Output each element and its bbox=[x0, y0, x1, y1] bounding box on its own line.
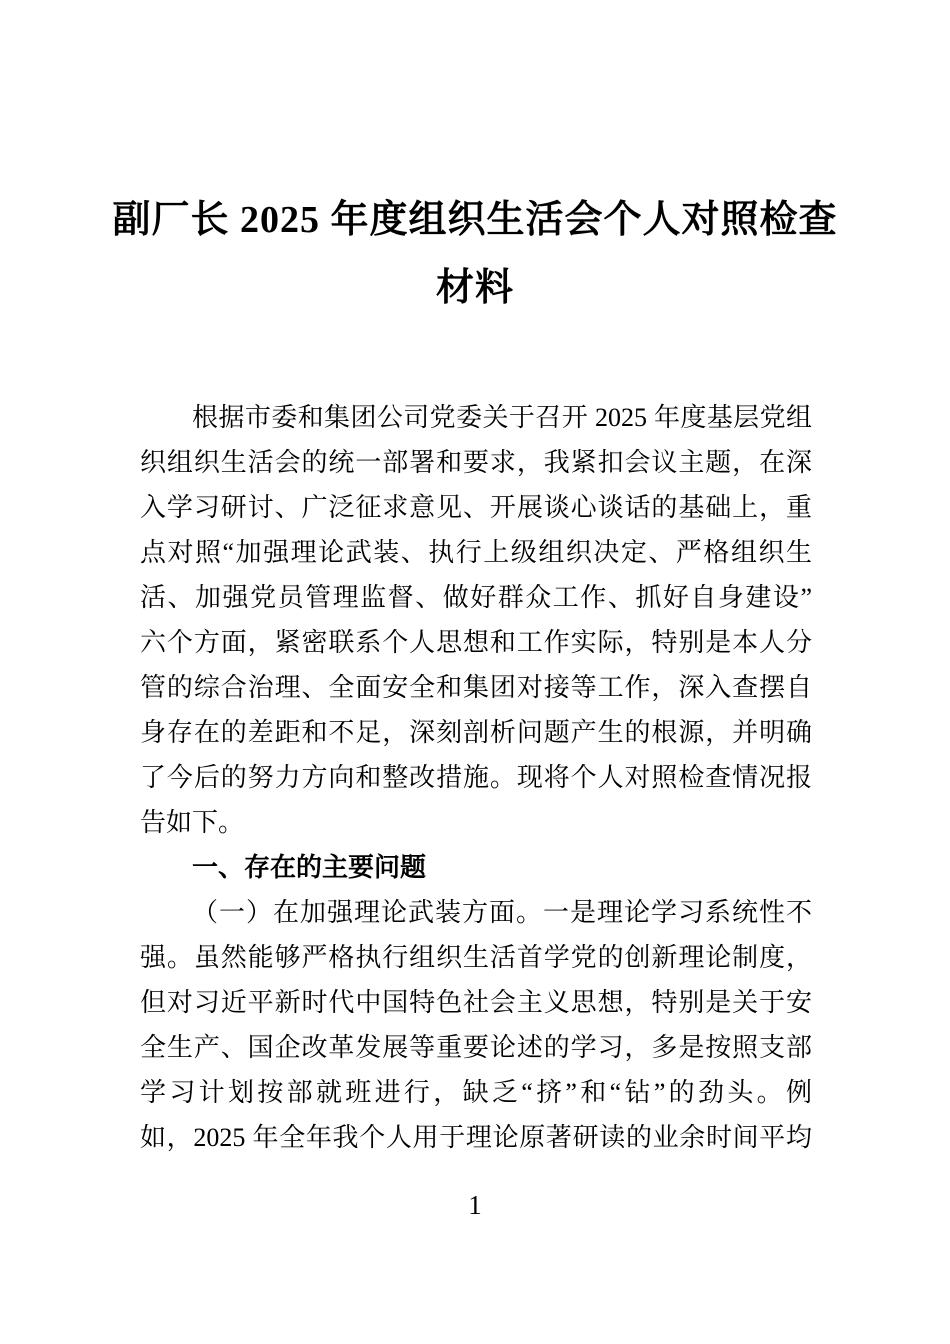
text-line bbox=[140, 1025, 812, 1070]
text-segment: 学习计划按部就班进行，缺乏“挤”和“钻”的劲头。例 bbox=[140, 1078, 812, 1107]
text-line bbox=[140, 620, 812, 665]
text-segment: 强。虽然能够严格执行组织生活首学党的创新理论制度， bbox=[140, 943, 812, 972]
text-line bbox=[140, 935, 812, 980]
text-segment: 管的综合治理、全面安全和集团对接等工作，深入查摆自 bbox=[140, 673, 812, 702]
document-title-line-2: 材料 bbox=[435, 267, 514, 309]
text-line bbox=[140, 800, 812, 845]
text-segment: 一、存在的主要问题 bbox=[192, 852, 427, 882]
text-segment: 活、加强党员管理监督、做好群众工作、抓好自身建设” bbox=[140, 583, 812, 612]
text-line bbox=[140, 710, 812, 755]
text-line bbox=[140, 1070, 812, 1115]
document-body bbox=[140, 395, 812, 1160]
text-line bbox=[140, 665, 812, 710]
text-segment: 了今后的努力方向和整改措施。现将个人对照检查情况报 bbox=[140, 763, 812, 792]
page-number: 1 bbox=[468, 1190, 482, 1220]
text-segment: 身存在的差距和不足，深刻剖析问题产生的根源，并明确 bbox=[140, 718, 812, 747]
text-segment: 一是理论学习系统性不 bbox=[542, 898, 812, 927]
text-line bbox=[140, 530, 812, 575]
text-line bbox=[140, 1115, 812, 1160]
text-segment: 但对习近平新时代中国特色社会主义思想，特别是关于安 bbox=[140, 988, 812, 1017]
text-line bbox=[140, 440, 812, 485]
text-line bbox=[140, 980, 812, 1025]
document-title bbox=[0, 186, 950, 322]
text-segment: 入学习研讨、广泛征求意见、开展谈心谈话的基础上，重 bbox=[140, 493, 812, 522]
text-segment: 根据市委和集团公司党委关于召开 2025 年度基层党组 bbox=[192, 403, 812, 432]
text-line bbox=[140, 755, 812, 800]
subsection-lead-in: （一）在加强理论武装方面。 bbox=[192, 898, 543, 927]
section-heading bbox=[140, 845, 812, 890]
document-title-line-1: 副厂长 2025 年度组织生活会个人对照检查 bbox=[112, 199, 838, 241]
text-segment: 如，2025 年全年我个人用于理论原著研读的业余时间平均 bbox=[140, 1123, 812, 1152]
text-segment: 点对照“加强理论武装、执行上级组织决定、严格组织生 bbox=[140, 538, 812, 567]
text-segment: 告如下。 bbox=[140, 808, 245, 837]
text-segment: 全生产、国企改革发展等重要论述的学习，多是按照支部 bbox=[140, 1033, 812, 1062]
text-segment: 织组织生活会的统一部署和要求，我紧扣会议主题，在深 bbox=[140, 448, 812, 477]
text-segment: 六个方面，紧密联系个人思想和工作实际，特别是本人分 bbox=[140, 628, 812, 657]
text-line bbox=[140, 485, 812, 530]
text-line bbox=[140, 395, 812, 440]
text-line bbox=[140, 890, 812, 935]
text-line bbox=[140, 575, 812, 620]
